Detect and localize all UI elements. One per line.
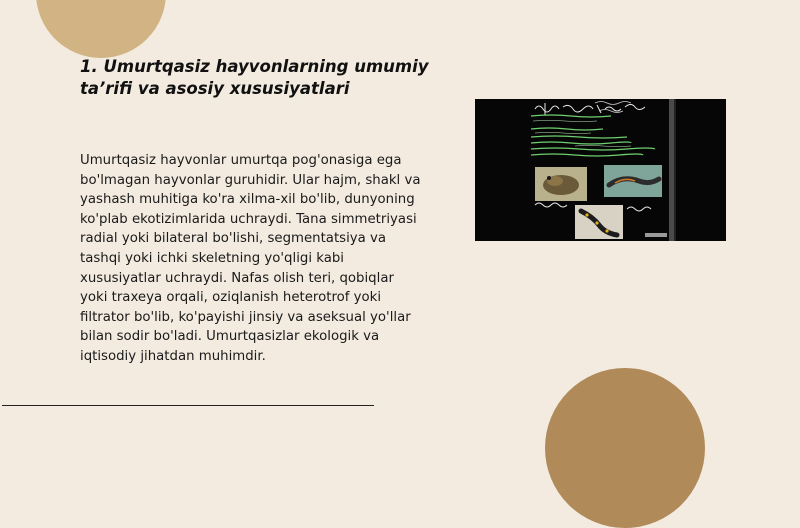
divider-line — [2, 405, 374, 406]
slide-title: 1. Umurtqasiz hayvonlarning umumiy ta’rifi va asosiy xususiyatlari — [80, 57, 429, 98]
slide-body-text: Umurtqasiz hayvonlar umurtqa pog'onasiga ega bo'lmagan hayvonlar guruhidir. Ular hajm, shakl va yashash muhitiga ko'ra xilma-xil bo'lib, dunyoning ko'plab ekotizimlarida uchraydi. Tana simmetriyasi radial yoki bilateral bo'lishi, segmentatsiya va tashqi yoki ichki skeletning yo'qligi kabi xususiyatlar uchraydi. Nafas olish teri, qobiqlar yoki traxeya orqali, oziqlanish heterotrof yoki filtrator bo'lib, ko'payishi jinsiy va aseksual yo'llar bilan sodir bo'ladi. Umurtqasizlar ekologik va iqtisodiy jihatdan muhimdir. — [80, 153, 421, 364]
blackboard-drawing — [475, 99, 726, 241]
board-rail-shadow — [674, 99, 676, 241]
decorative-circle-top — [36, 0, 166, 58]
decorative-circle-bottom — [545, 368, 705, 528]
lesson-photo — [475, 99, 726, 241]
